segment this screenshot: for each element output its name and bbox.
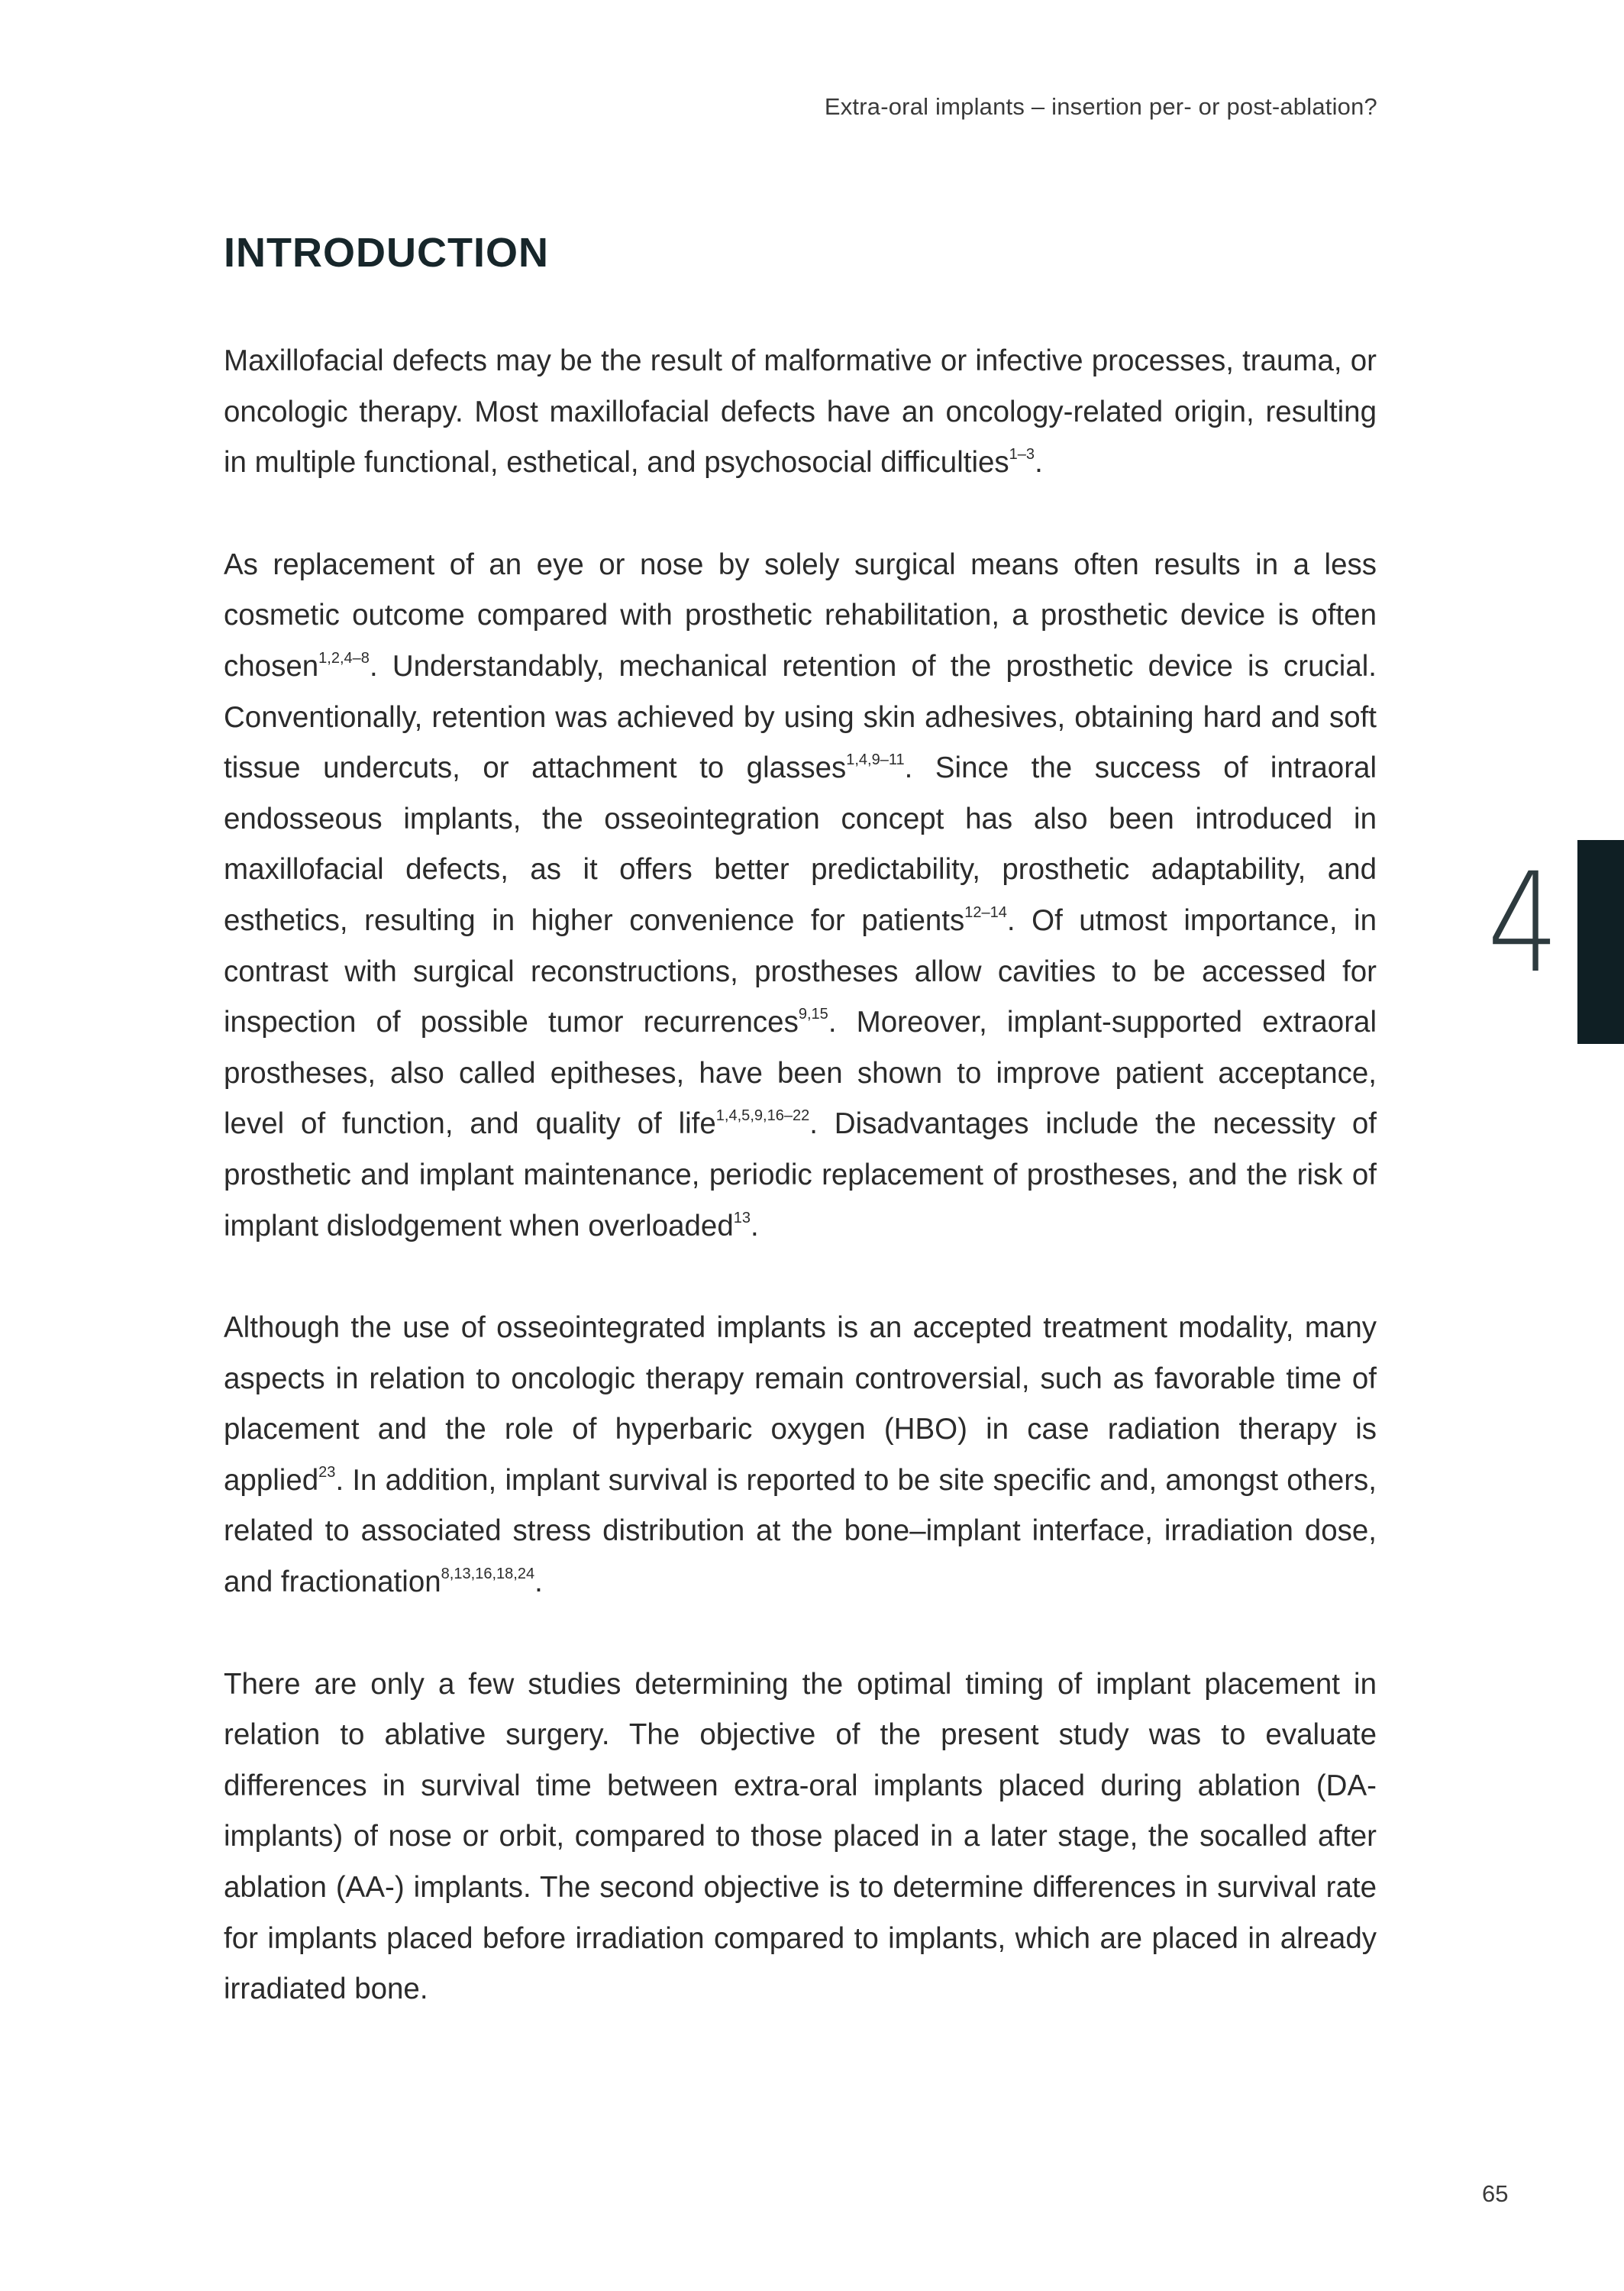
paragraph xyxy=(224,1303,1377,1608)
citation-superscript: 8,13,16,18,24 xyxy=(441,1566,535,1583)
section-heading: INTRODUCTION xyxy=(224,230,549,276)
paragraph-text: . Disadvantages include the necessity of prosthetic and implant maintenance, periodic replacement of prostheses, and the risk of implant dislodgement when overloaded xyxy=(224,1107,1377,1242)
paragraph-text: . xyxy=(1035,446,1043,480)
body-text xyxy=(224,336,1377,2066)
paragraph-text: . Since the success of intraoral endosseous implants, the osseointegration concept has also been introduced in maxillofacial defects, as it offers better predictability, prosthetic adaptability, and esthetics, resulting in higher convenience for patients xyxy=(224,751,1377,937)
citation-superscript: 23 xyxy=(318,1463,336,1481)
paragraph-text: . Of utmost importance, in contrast with surgical reconstructions, prostheses allow cavities to be accessed for inspection of possible tumor recurrences xyxy=(224,903,1377,1039)
paragraph-text: Maxillofacial defects may be the result of malformative or infective processes, trauma, or oncologic therapy. Most maxillofacial defects have an oncology-related origin, resulting in multiple functional, esthetical, and psychosocial difficulties xyxy=(224,344,1377,480)
paragraph-text: . xyxy=(534,1566,543,1599)
paragraph-text: Although the use of osseointegrated implants is an accepted treatment modality, many aspects in relation to oncologic therapy remain controversial, such as favorable time of placement and the role of hyperbaric oxygen (HBO) in case radiation therapy is applied xyxy=(224,1311,1377,1497)
paragraph xyxy=(224,336,1377,489)
paragraph-text: As replacement of an eye or nose by solely surgical means often results in a less cosmetic outcome compared with prosthetic rehabilitation, a prosthetic device is often chosen xyxy=(224,548,1377,683)
citation-superscript: 1,4,9–11 xyxy=(846,751,905,769)
citation-superscript: 1,4,5,9,16–22 xyxy=(715,1107,810,1125)
paragraph-text: . Understandably, mechanical retention of the prosthetic device is crucial. Conventionally, retention was achieved by using skin adhesives, obtaining hard and soft tissue undercuts, or attachment to glasses xyxy=(224,649,1377,785)
paragraph-text: . xyxy=(751,1209,759,1242)
citation-superscript: 1–3 xyxy=(1009,446,1035,464)
citation-superscript: 12–14 xyxy=(964,903,1007,921)
chapter-number: 4 xyxy=(1487,844,1559,1003)
paragraph-text: . Moreover, implant-supported extraoral prostheses, also called epitheses, have been shown to improve patient acceptance, level of function, and quality of life xyxy=(224,1006,1377,1141)
paragraph-text: . In addition, implant survival is reported to be site specific and, amongst others, related to associated stress distribution at the bone–implant interface, irradiation dose, and fractionation xyxy=(224,1463,1377,1599)
running-header-title: Extra-oral implants – insertion per- or post-ablation? xyxy=(824,93,1377,120)
chapter-tab xyxy=(1577,840,1624,1044)
paragraph xyxy=(224,1659,1377,2015)
page-number: 65 xyxy=(1482,2180,1509,2207)
paragraph xyxy=(224,540,1377,1252)
citation-superscript: 13 xyxy=(733,1209,751,1226)
citation-superscript: 9,15 xyxy=(798,1006,828,1023)
citation-superscript: 1,2,4–8 xyxy=(318,649,370,667)
paragraph-text: There are only a few studies determining the optimal timing of implant placement in relation to ablative surgery. The objective of the present study was to evaluate differences in survival time between extra-oral implants placed during ablation (DA-implants) of nose or orbit, compared to those placed in a later stage, the socalled after ablation (AA-) implants. The second objective is to determine differences in survival rate for implants placed before irradiation compared to implants, which are placed in already irradiated bone. xyxy=(224,1667,1377,2006)
